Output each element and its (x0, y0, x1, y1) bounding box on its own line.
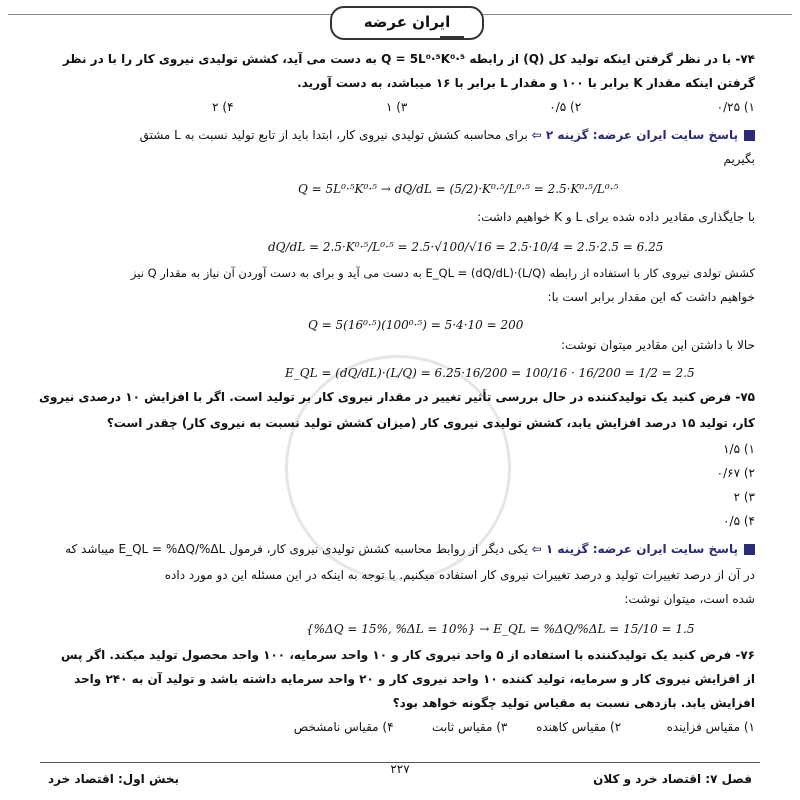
page-number: ۲۲۷ (390, 762, 410, 776)
a74-line2: بگیریم (723, 152, 755, 166)
q76-line2: از افزایش نیروی کار و سرمایه، تولید کننده ۱۰ واحد نیروی کار و ۲۰ واحد سرمایه داشته باشد و تولید آن به ۲۴۰ واحد (74, 672, 755, 686)
answer-check-icon (744, 544, 755, 555)
a74-equation1: Q = 5L⁰·⁵K⁰·⁵ → dQ/dL = (5/2)·K⁰·⁵/L⁰·⁵ = 2.5·K⁰·⁵/L⁰·⁵ (298, 182, 619, 196)
q76-option-1: ۱) مقیاس فزاینده (666, 720, 755, 734)
a74-equation4: E_QL = (dQ/dL)·(L/Q) = 6.25·16/200 = 100/16 · 16/200 = 1/2 = 2.5 (285, 366, 695, 380)
a74-line5: خواهیم داشت که این مقدار برابر است با: (547, 290, 755, 304)
a74-line3: با جایگذاری مقادیر داده شده برای L و K خواهیم داشت: (477, 210, 755, 224)
q76-option-2: ۲) مقیاس کاهنده (536, 720, 622, 734)
a75-text1: یکی دیگر از روابط محاسبه کشش تولیدی نیروی کار، فرمول E_QL = %ΔQ/%ΔL میباشد که (65, 542, 528, 556)
q75-line2: کار، تولید ۱۵ درصد افزایش یابد، کشش تولیدی نیروی کار (میزان کشش تولید نسبت به نیروی کار) چقدر است؟ (106, 416, 755, 430)
q74-line1: ۷۴- با در نظر گرفتن اینکه تولید کل (Q) از رابطه Q = 5L⁰·⁵K⁰·⁵ به دست می آید، کشش تولیدی نیروی کار را با در نظر (62, 52, 755, 66)
q75-option-1: ۱) ۱/۵ (723, 442, 755, 456)
q76-option-3: ۳) مقیاس ثابت (432, 720, 508, 734)
q74-option-1: ۱) ۰/۲۵ (716, 100, 755, 114)
q74-option-2: ۲) ۰/۵ (549, 100, 582, 114)
q76-line3: افزایش یابد. بازدهی نسبت به مقیاس تولید چگونه خواهد بود؟ (392, 696, 755, 710)
a74-equation2: dQ/dL = 2.5·K⁰·⁵/L⁰·⁵ = 2.5·√100/√16 = 2.5·10/4 = 2.5·2.5 = 6.25 (268, 240, 664, 254)
footer-chapter: فصل ۷: اقتصاد خرد و کلان (593, 772, 752, 786)
a74-label: پاسخ سایت ایران عرضه: گزینه ۲ ⇦ (531, 128, 738, 142)
a74-line1 (45, 128, 755, 142)
q75-option-4: ۴) ۰/۵ (723, 514, 755, 528)
q76-options (45, 720, 755, 734)
q75-line1: ۷۵- فرض کنید یک تولیدکننده در حال بررسی تأثیر تغییر در مقدار نیروی کار بر تولید است. اگر با افزایش ۱۰ درصدی نیروی (38, 390, 755, 404)
a75-line1 (45, 542, 755, 556)
q75-option-3: ۳) ۲ (733, 490, 755, 504)
brand-logo: ایران عرضه (330, 6, 484, 40)
a74-line6: حالا با داشتن این مقادیر میتوان نوشت: (561, 338, 755, 352)
a74-text1: برای محاسبه کشش تولیدی نیروی کار، ابتدا باید از تابع تولید نسبت به L مشتق (139, 128, 528, 142)
q74-options (45, 100, 755, 114)
a75-equation1: {%ΔQ = 15%, %ΔL = 10%} → E_QL = %ΔQ/%ΔL = 15/10 = 1.5 (306, 622, 695, 636)
a74-line4: کشش تولدی نیروی کار با استفاده از رابطه E_QL = (dQ/dL)·(L/Q) به دست می آید و برای به دست آوردن آن نیاز به مقدار Q نیز (130, 266, 755, 280)
q76-option-4: ۴) مقیاس نامشخص (293, 720, 394, 734)
footer-section: بخش اول: اقتصاد خرد (48, 772, 180, 786)
q75-option-2: ۲) ۰/۶۷ (716, 466, 755, 480)
q74-option-3: ۳) ۱ (385, 100, 408, 114)
q74-line2: گرفتن اینکه مقدار K برابر با ۱۰۰ و مقدار L برابر با ۱۶ میباشد، به دست آورید. (297, 76, 755, 90)
answer-check-icon (744, 130, 755, 141)
q74-option-4: ۴) ۲ (212, 100, 234, 114)
a74-equation3: Q = 5(16⁰·⁵)(100⁰·⁵) = 5·4·10 = 200 (308, 318, 524, 332)
q76-line1: ۷۶- فرض کنید یک تولیدکننده با استفاده از ۵ واحد نیروی کار و ۱۰ واحد سرمایه، ۱۰۰ واحد محصول تولید میکند. اگر پس (61, 648, 755, 662)
a75-label: پاسخ سایت ایران عرضه: گزینه ۱ ⇦ (531, 542, 738, 556)
a75-line3: شده است، میتوان نوشت: (624, 592, 755, 606)
logo-decoration (440, 30, 464, 38)
a75-line2: در آن از درصد تغییرات تولید و درصد تغییرات نیروی کار استفاده میکنیم. با توجه به اینکه در این مسئله این دو مورد داده (164, 568, 755, 582)
